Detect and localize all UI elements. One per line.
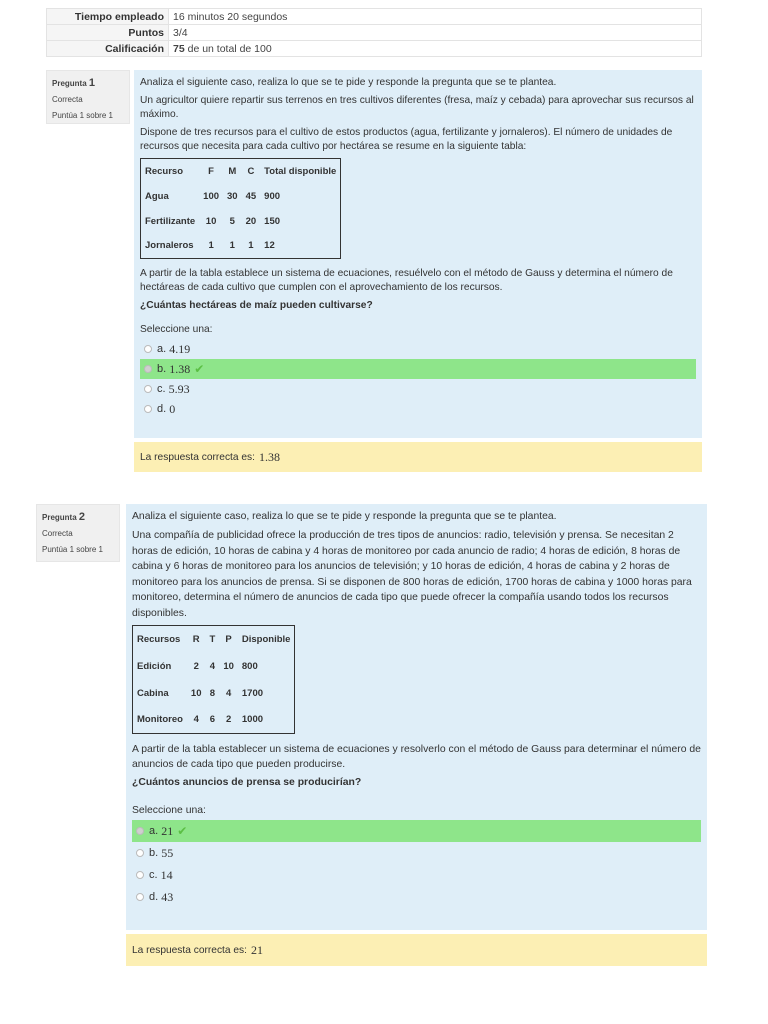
table-row [141,234,341,259]
question-label: Pregunta [42,513,77,522]
answer-option-a[interactable] [132,820,701,842]
option-value: 5.93 [168,381,190,396]
answer-option-c[interactable] [140,379,696,399]
option-letter: c. [157,383,166,395]
radio-icon[interactable] [136,893,144,901]
table-row [133,653,295,680]
option-letter: a. [157,343,167,355]
check-icon: ✔ [177,824,188,838]
table-cell: 2 [225,714,232,726]
option-letter: c. [149,869,158,881]
question-grade: Puntúa 1 sobre 1 [52,111,113,120]
table-row [141,184,341,209]
radio-icon[interactable] [144,365,152,373]
question-number-value: 1 [88,77,96,89]
summary-value: 16 minutos 20 segundos [169,9,702,25]
table-row [141,209,341,234]
table-row [133,680,295,707]
correct-answer-feedback [134,442,702,472]
summary-value: 3/4 [169,25,702,41]
grade-total: de un total de 100 [187,42,272,55]
table-cell: 150 [264,215,281,227]
table-cell: 1 [208,240,214,252]
question-grade: Puntúa 1 sobre 1 [42,545,103,554]
question-paragraph: Un agricultor quiere repartir sus terrenos en tres cultivos diferentes (fresa, maíz y cebada) para aprovechar sus recursos al máximo. [140,95,694,120]
check-icon: ✔ [194,362,205,376]
table-header: Disponible [241,633,291,645]
radio-icon[interactable] [144,345,152,353]
grade-score: 75 [173,42,185,55]
summary-row-grade [47,41,702,57]
answer-option-d[interactable] [132,886,701,908]
option-letter: d. [149,891,159,903]
radio-icon[interactable] [144,405,152,413]
question-number [42,509,114,526]
feedback-value: 21 [250,942,263,957]
table-cell: 10 [190,687,202,699]
question-prompt: ¿Cuántos anuncios de prensa se producirían? [132,777,362,788]
table-header: M [228,165,237,177]
table-cell: 30 [227,190,238,202]
correct-answer-feedback [126,934,707,966]
table-cell: 8 [209,687,216,699]
radio-icon[interactable] [136,871,144,879]
option-value: 0 [169,401,176,416]
answer-option-b[interactable] [140,359,696,379]
table-cell: Monitoreo [137,714,183,726]
summary-label: Calificación [47,41,169,57]
question-info [36,504,120,562]
option-value: 21 [161,823,174,838]
question-content [134,70,702,438]
table-cell: Agua [145,190,169,202]
question-intro: Analiza el siguiente caso, realiza lo que se te pide y responde la pregunta que se te plantea. [132,511,557,522]
table-cell: Cabina [137,687,169,699]
option-value: 1.38 [169,361,191,376]
table-cell: 1000 [241,714,264,726]
resource-table [132,625,295,734]
table-header: R [192,633,200,645]
question-intro: Analiza el siguiente caso, realiza lo que se te pide y responde la pregunta que se te plantea. [140,77,557,88]
table-header: P [225,633,232,645]
table-header: F [208,165,214,177]
summary-label: Puntos [47,25,169,41]
question-state: Correcta [42,529,73,538]
table-cell: 12 [264,240,275,252]
question-paragraph: A partir de la tabla establece un sistema de ecuaciones, resuélvelo con el método de Gauss y determina el número de hectáreas de cada cultivo que cumplen con el aprovechamiento de los recursos. [140,268,673,293]
question-paragraph: Una compañía de publicidad ofrece la producción de tres tipos de anuncios: radio, televisión y prensa. Se necesitan 2 horas de edición, 10 horas de cabina y 4 horas de monitoreo por cada anuncio de radio; 4 horas de edición, 8 horas de cabina y 6 horas de monitoreo para los anuncios de televisión; y 10 horas de edición, 4 horas de cabina y 2 horas de monitoreo para los anuncios de prensa. Si se disponen de 800 horas de edición, 1700 horas de cabina y 1000 horas para monitoreo, determina el número de anuncios de cada tipo que puede ofrecer la compañía usando todos los recursos disponibles. [132,530,692,619]
option-value: 43 [161,889,174,904]
option-letter: a. [149,825,159,837]
table-header: T [209,633,216,645]
option-letter: b. [157,363,167,375]
table-cell: 2 [193,660,199,672]
option-value: 4.19 [169,341,191,356]
option-value: 55 [161,845,174,860]
table-cell: 20 [245,215,257,227]
table-cell: Jornaleros [145,240,194,252]
question-paragraph: Dispone de tres recursos para el cultivo de estos productos (agua, fertilizante y jornaleros). El número de unidades de recursos que necesita para cada cultivo por hectárea se resume en la siguiente tabla: [140,127,673,152]
answer-option-d[interactable] [140,399,696,419]
attempt-summary [46,8,702,57]
table-header: Total disponible [264,165,337,177]
answer-option-a[interactable] [140,339,696,359]
question-state: Correcta [52,95,83,104]
radio-icon[interactable] [136,849,144,857]
answer-option-c[interactable] [132,864,701,886]
resource-table [140,158,341,259]
table-cell: 4 [193,714,199,726]
table-cell: 1 [229,240,235,252]
summary-label: Tiempo empleado [47,9,169,25]
table-cell: 4 [225,687,232,699]
option-value: 14 [160,867,173,882]
table-cell: 10 [223,660,234,672]
table-cell: 5 [229,215,235,227]
question-prompt: ¿Cuántas hectáreas de maíz pueden cultivarse? [140,300,373,311]
option-letter: d. [157,403,167,415]
table-header-row [133,626,295,653]
feedback-text: La respuesta correcta es: [132,944,247,956]
table-cell: 800 [241,660,258,672]
table-cell: 10 [205,215,217,227]
radio-icon[interactable] [144,385,152,393]
table-cell: 6 [209,714,216,726]
table-cell: 100 [203,190,220,202]
table-cell: Edición [137,660,172,672]
feedback-text: La respuesta correcta es: [140,451,255,463]
table-header-row [141,159,341,184]
question-label: Pregunta [52,79,87,88]
feedback-value: 1.38 [258,449,280,464]
table-cell: 900 [264,190,281,202]
question-number-value: 2 [78,511,86,523]
summary-value [169,41,702,57]
option-letter: b. [149,847,159,859]
question-number [52,75,124,92]
summary-row-time [47,9,702,25]
summary-row-points [47,25,702,41]
question-info [46,70,130,124]
table-header: Recurso [145,165,184,177]
table-header: Recursos [137,633,181,645]
radio-icon[interactable] [136,827,144,835]
table-row [133,707,295,734]
select-label: Seleccione una: [132,805,206,816]
question-content [126,504,707,930]
table-cell: 1700 [241,687,264,699]
table-header: C [247,165,255,177]
table-cell: Fertilizante [145,215,196,227]
select-label: Seleccione una: [140,324,213,335]
answer-option-b[interactable] [132,842,701,864]
table-cell: 1 [248,240,254,252]
table-cell: 4 [209,660,216,672]
question-paragraph: A partir de la tabla establecer un sistema de ecuaciones y resolverlo con el método de Gauss para determinar el número de anuncios de cada tipo que pueden producirse. [132,744,701,770]
table-cell: 45 [245,190,257,202]
